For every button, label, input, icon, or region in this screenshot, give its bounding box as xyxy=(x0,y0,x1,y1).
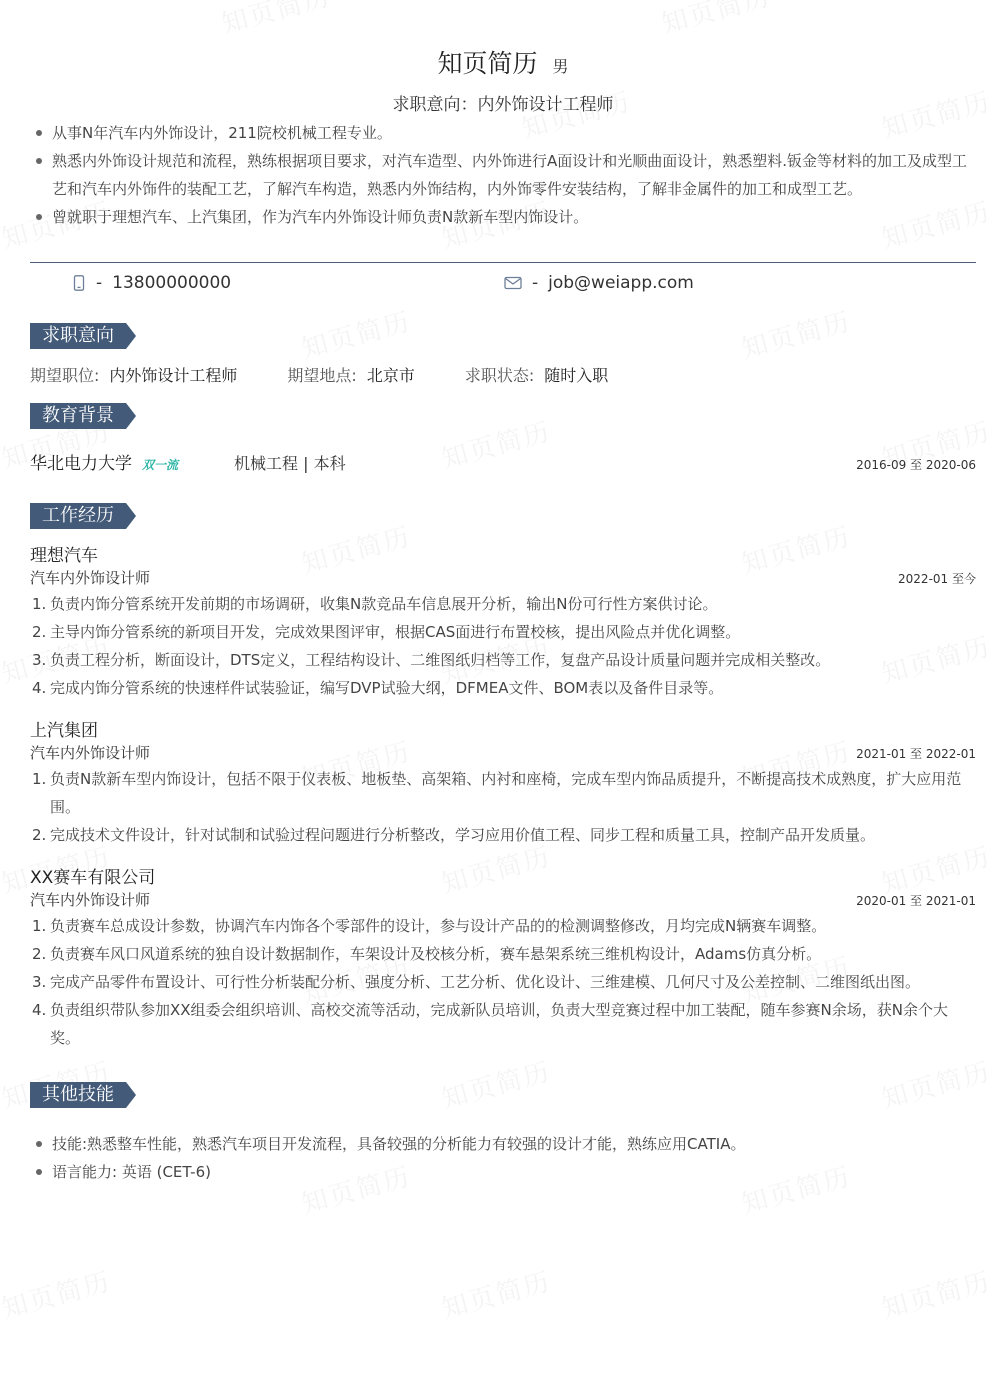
school-name: 华北电力大学 xyxy=(30,454,132,474)
section-title-label: 其他技能 xyxy=(30,1082,126,1108)
watermark xyxy=(437,1261,555,1326)
duty-list xyxy=(30,765,976,849)
intent-location xyxy=(287,363,414,387)
intent-status-label: 求职状态: xyxy=(464,366,535,385)
duty-item: 3. 完成产品零件布置设计、可行性分析装配分析、强度分析、工艺分析、优化设计、三维建模、几何尺寸及公差控制、二维图纸出图。 xyxy=(32,973,921,991)
education-dates: 2016-09 至 2020-06 xyxy=(856,458,976,472)
intent-row xyxy=(30,363,976,387)
intent-location-label: 期望地点: xyxy=(287,366,357,385)
duty-item: 4. 负责组织带队参加XX组委会组织培训、高校交流等活动，完成新队员培训，负责大型竞赛过程中加工装配，随车参赛N余场，获N余个大奖。 xyxy=(32,1001,948,1047)
section-title-label: 教育背景 xyxy=(30,403,126,429)
duty-item: 2. 负责赛车风口风道系统的独自设计数据制作，车架设计及校核分析，赛车悬架系统三维机构设计，Adams仿真分析。 xyxy=(32,945,822,963)
section-title-tail xyxy=(126,1082,136,1108)
summary-item: 熟悉内外饰设计规范和流程，熟练根据项目要求，对汽车造型、内外饰进行A面设计和光顺曲面设计，熟悉塑料.钣金等材料的加工及成型工艺和汽车内外饰件的装配工艺，了解汽车构造，熟悉内外饰结构，内外饰零件安装结构，了解非金属件的加工和成型工艺。 xyxy=(30,147,976,203)
duty-item: 2. 主导内饰分管系统的新项目开发，完成效果图评审，根据CAS面进行布置校核，提出风险点并优化调整。 xyxy=(32,623,741,641)
job-role: 汽车内外饰设计师 xyxy=(30,744,151,762)
skills-list xyxy=(30,1130,976,1186)
company-name: XX赛车有限公司 xyxy=(30,868,156,888)
contact-separator: - xyxy=(532,273,539,293)
section-title-education xyxy=(30,403,976,429)
role-row xyxy=(30,889,976,912)
candidate-name: 知页简历 xyxy=(437,49,538,78)
duty-item: 2. 完成技术文件设计，针对试制和试验过程问题进行分析整改，学习应用价值工程、同步工程和质量工具，控制产品开发质量。 xyxy=(32,826,876,844)
duty-list xyxy=(30,590,976,702)
duty-item: 3. 负责工程分析，断面设计，DTS定义，工程结构设计、二维图纸归档等工作，复盘产品设计质量问题并完成相关整改。 xyxy=(32,651,831,669)
section-title-intent xyxy=(30,323,976,349)
phone-icon xyxy=(72,275,86,291)
company-name: 上汽集团 xyxy=(30,721,98,741)
education-row xyxy=(30,449,976,475)
section-title-tail xyxy=(126,503,136,529)
phone-number: 13800000000 xyxy=(112,273,232,293)
phone-contact xyxy=(72,273,231,293)
section-title-label: 工作经历 xyxy=(30,503,126,529)
intent-position-label: 期望职位: xyxy=(30,366,100,385)
work-entry xyxy=(30,867,976,1052)
job-role: 汽车内外饰设计师 xyxy=(30,569,151,587)
work-entry xyxy=(30,545,976,702)
work-entry xyxy=(30,720,976,849)
intent-position xyxy=(30,363,237,387)
skill-item: 技能:熟悉整车性能，熟悉汽车项目开发流程，具备较强的分析能力有较强的设计才能，熟练应用CATIA。 xyxy=(30,1130,976,1158)
job-dates: 2021-01 至 2022-01 xyxy=(856,747,976,761)
summary-item: 曾就职于理想汽车、上汽集团，作为汽车内外饰设计师负责N款新车型内饰设计。 xyxy=(30,203,976,231)
intent-status-value: 随时入职 xyxy=(544,366,609,385)
section-title-label: 求职意向 xyxy=(30,323,126,349)
duty-list xyxy=(30,912,976,1052)
duty-item: 1. 负责赛车总成设计参数，协调汽车内饰各个零部件的设计，参与设计产品的的检测调整修改，月均完成N辆赛车调整。 xyxy=(32,917,827,935)
contact-row xyxy=(30,263,976,307)
role-row xyxy=(30,567,976,590)
job-dates: 2022-01 至今 xyxy=(898,572,976,586)
section-title-tail xyxy=(126,403,136,429)
resume-header xyxy=(30,0,976,115)
school-badge: 双一流 xyxy=(142,458,179,472)
duty-item: 4. 完成内饰分管系统的快速样件试装验证，编写DVP试验大纲，DFMEA文件、BOM表以及备件目录等。 xyxy=(32,679,724,697)
section-title-work xyxy=(30,503,976,529)
section-title-tail xyxy=(126,323,136,349)
intent-location-value: 北京市 xyxy=(366,366,415,385)
watermark xyxy=(877,1261,995,1326)
duty-item: 1. 负责N款新车型内饰设计，包括不限于仪表板、地板垫、高架箱、内衬和座椅，完成车型内饰品质提升，不断提高技术成熟度，扩大应用范围。 xyxy=(32,770,962,816)
section-title-skills xyxy=(30,1082,976,1108)
skill-item: 语言能力: 英语 (CET-6) xyxy=(30,1158,976,1186)
job-intent-line: 求职意向：内外饰设计工程师 xyxy=(392,95,614,115)
summary-list xyxy=(30,119,976,231)
watermark xyxy=(0,1261,115,1326)
duty-item: 1. 负责内饰分管系统开发前期的市场调研，收集N款竞品车信息展开分析，输出N份可行性方案供讨论。 xyxy=(32,595,718,613)
role-row xyxy=(30,742,976,765)
job-dates: 2020-01 至 2021-01 xyxy=(856,894,976,908)
job-role: 汽车内外饰设计师 xyxy=(30,891,151,909)
summary-item: 从事N年汽车内外饰设计，211院校机械工程专业。 xyxy=(30,119,976,147)
email-contact xyxy=(504,273,694,293)
email-address: job@weiapp.com xyxy=(548,273,694,293)
intent-status xyxy=(465,363,608,387)
candidate-gender: 男 xyxy=(552,57,569,76)
company-name: 理想汽车 xyxy=(30,546,98,566)
mail-icon xyxy=(504,276,522,290)
intent-position-value: 内外饰设计工程师 xyxy=(109,366,238,385)
contact-separator: - xyxy=(96,273,103,293)
education-major: 机械工程 | 本科 xyxy=(234,454,346,473)
